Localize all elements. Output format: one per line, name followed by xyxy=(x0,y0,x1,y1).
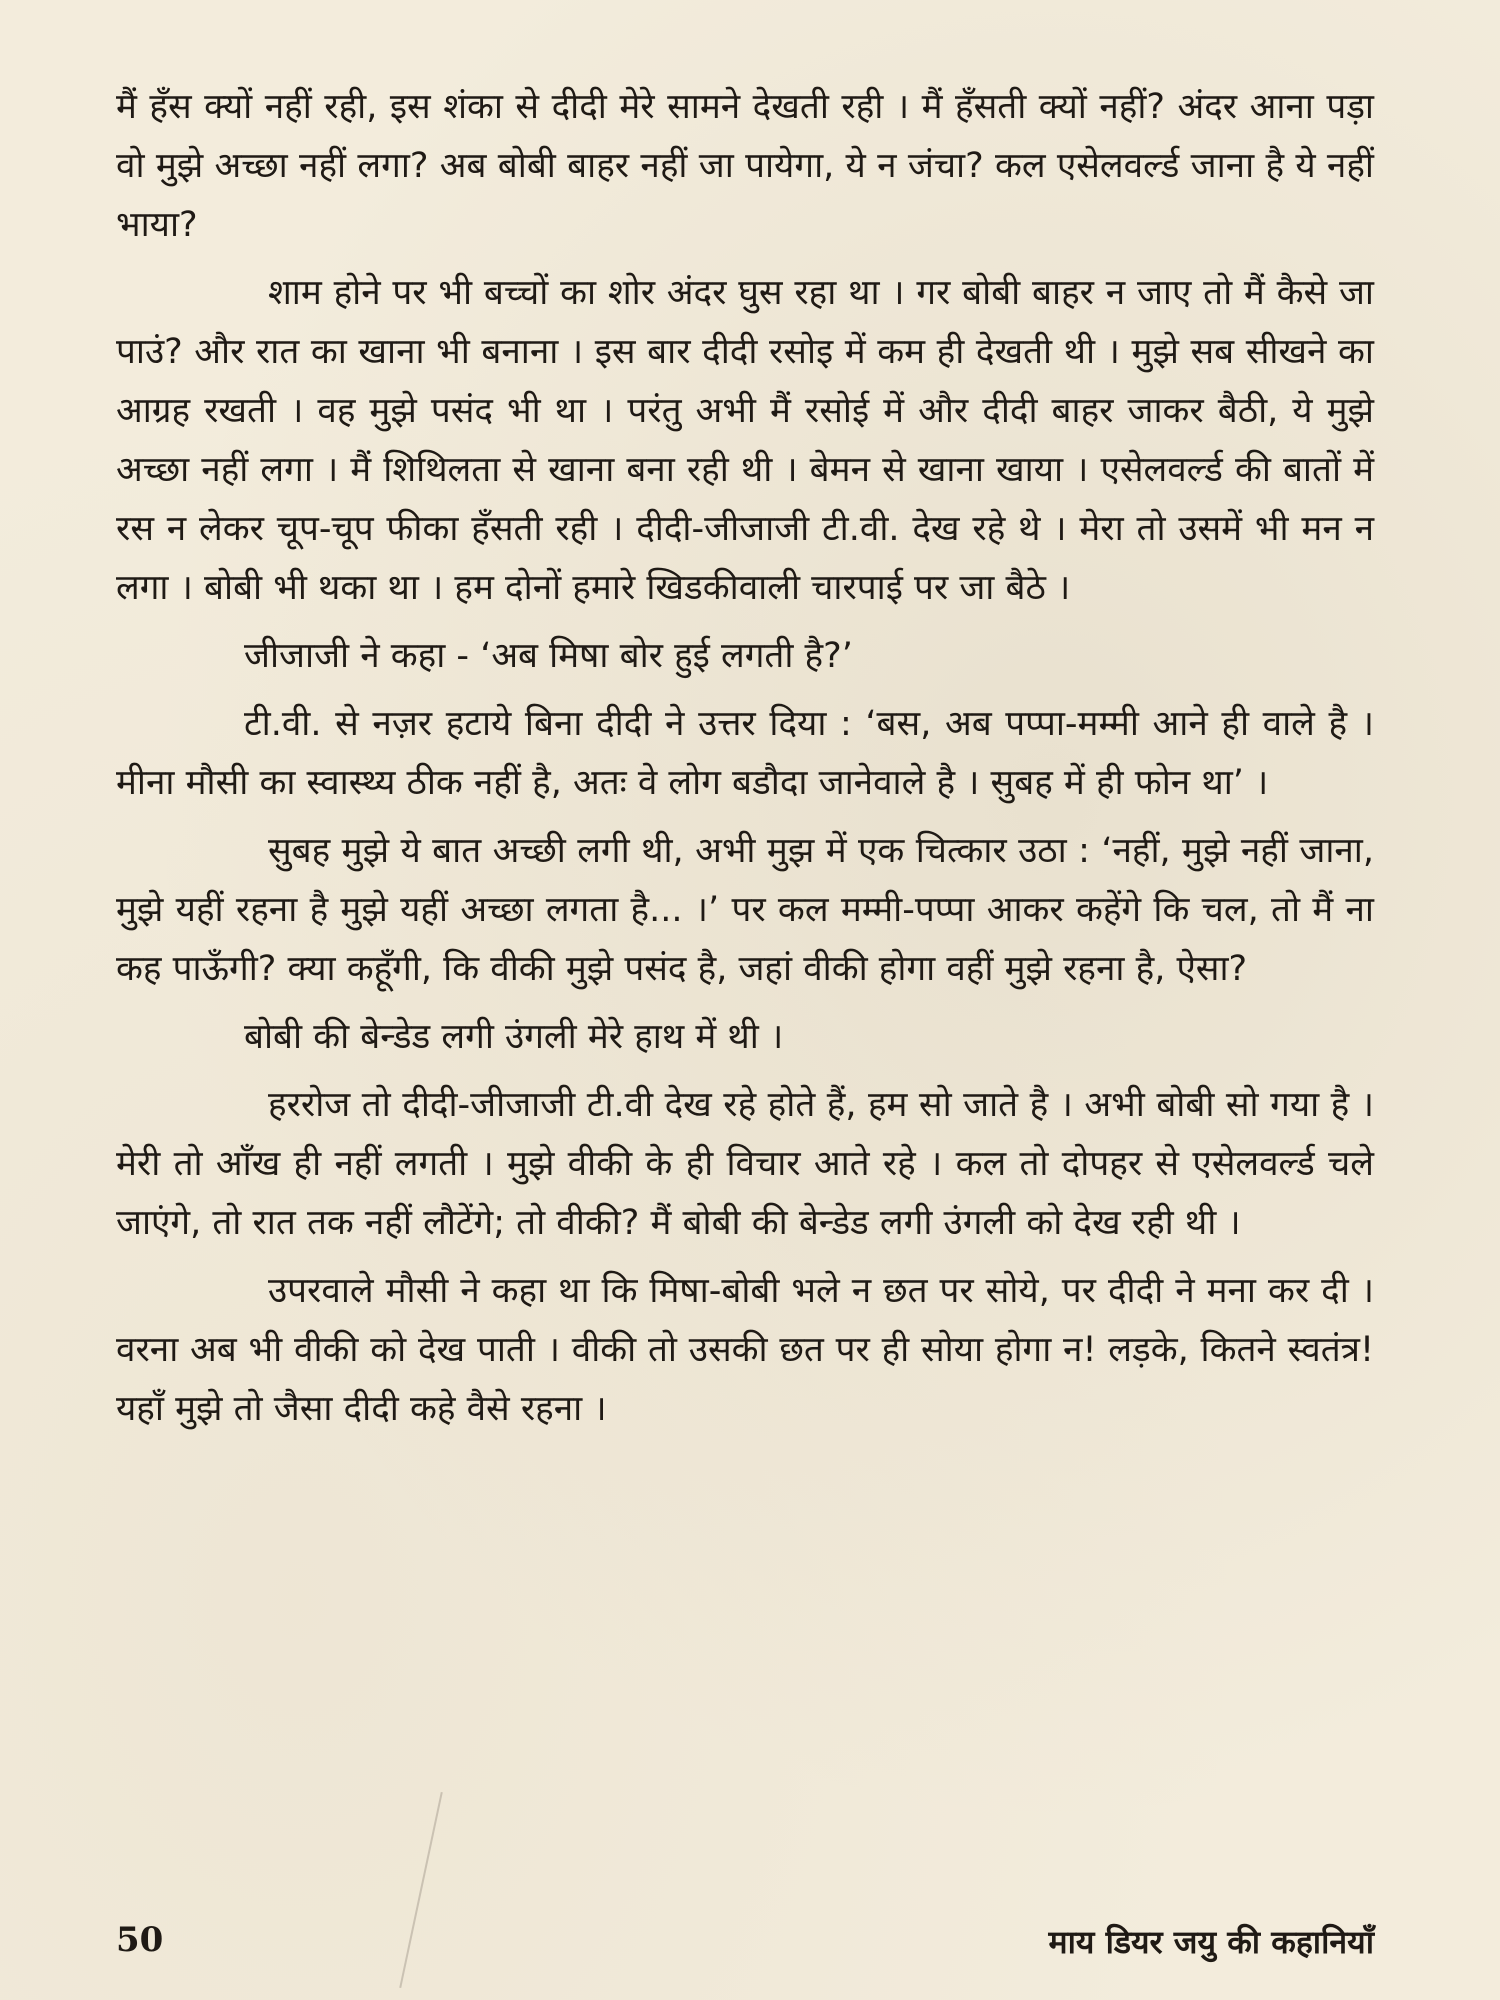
page-footer xyxy=(116,1920,1374,1970)
book-title: माय डियर जयु की कहानियाँ xyxy=(1048,1923,1374,1961)
paragraph-2: शाम होने पर भी बच्चों का शोर अंदर घुस रहा था । गर बोबी बाहर न जाए तो मैं कैसे जा पाउं? और रात का खाना भी बनाना । इस बार दीदी रसोइ में कम ही देखती थी । मुझे सब सीखने का आग्रह रखती । वह मुझे पसंद भी था । परंतु अभी मैं रसोई में और दीदी बाहर जाकर बैठी, ये मुझे अच्छा नहीं लगा । मैं शिथिलता से खाना बना रही थी । बेमन से खाना खाया । एसेलवर्ल्ड की बातों में रस न लेकर चूप-चूप फीका हँसती रही । दीदी-जीजाजी टी.वी. देख रहे थे । मेरा तो उसमें भी मन न लगा । बोबी भी थका था । हम दोनों हमारे खिडकीवाली चारपाई पर जा बैठे । xyxy=(116,273,1374,608)
paragraph-5: सुबह मुझे ये बात अच्छी लगी थी, अभी मुझ में एक चित्कार उठा : ‘नहीं, मुझे नहीं जाना, मुझे यहीं रहना है मुझे यहीं अच्छा लगता है... ।’ पर कल मम्मी-पप्पा आकर कहेंगे कि चल, तो मैं ना कह पाऊँगी? क्या कहूँगी, कि वीकी मुझे पसंद है, जहां वीकी होगा वहीं मुझे रहना है, ऐसा? xyxy=(116,831,1374,989)
paragraph-3: जीजाजी ने कहा - ‘अब मिषा बोर हुई लगती है?’ xyxy=(244,636,853,676)
page-number: 50 xyxy=(116,1920,164,1960)
paragraph-8: उपरवाले मौसी ने कहा था कि मिषा-बोबी भले न छत पर सोये, पर दीदी ने मना कर दी । वरना अब भी वीकी को देख पाती । वीकी तो उसकी छत पर ही सोया होगा न! लड़के, कितने स्वतंत्र! यहाँ मुझे तो जैसा दीदी कहे वैसे रहना । xyxy=(116,1271,1374,1429)
paragraph-7: हररोज तो दीदी-जीजाजी टी.वी देख रहे होते हैं, हम सो जाते है । अभी बोबी सो गया है । मेरी तो आँख ही नहीं लगती । मुझे वीकी के ही विचार आते रहे । कल तो दोपहर से एसेलवर्ल्ड चले जाएंगे, तो रात तक नहीं लौटेंगे; तो वीकी? मैं बोबी की बेन्डेड लगी उंगली को देख रही थी । xyxy=(116,1085,1374,1243)
paragraph-4: टी.वी. से नज़र हटाये बिना दीदी ने उत्तर दिया : ‘बस, अब पप्पा-मम्मी आने ही वाले है । मीना मौसी का स्वास्थ्य ठीक नहीं है, अतः वे लोग बडौदा जानेवाले है । सुबह में ही फोन था’ । xyxy=(116,704,1374,803)
body-text xyxy=(116,78,1374,1448)
paragraph-6: बोबी की बेन्डेड लगी उंगली मेरे हाथ में थी । xyxy=(244,1017,784,1057)
paragraph-1: मैं हँस क्यों नहीं रही, इस शंका से दीदी मेरे सामने देखती रही । मैं हँसती क्यों नहीं? अंदर आना पड़ा वो मुझे अच्छा नहीं लगा? अब बोबी बाहर नहीं जा पायेगा, ये न जंचा? कल एसेलवर्ल्ड जाना है ये नहीं भाया? xyxy=(116,87,1374,245)
